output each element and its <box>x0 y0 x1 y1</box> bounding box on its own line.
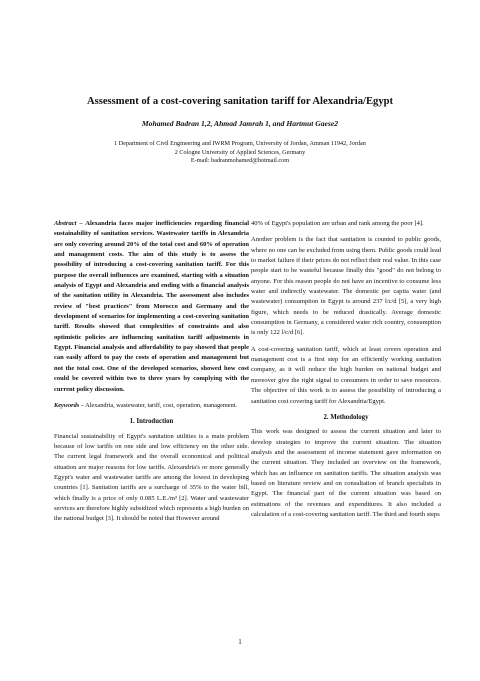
page-number: 1 <box>238 638 242 646</box>
left-column <box>54 219 249 531</box>
body-paragraph-2: Another problem is the fact that sanitation is counted to public goods, where no one can be excluded from using them. Public goods could lead to market failure if their prices do not reflect their real value. In this case people start to be wasteful because finally this "good" do not belong to anyone. For this reason people do not have an incentive to consume less water and indirectly wastewater. The domestic per capita water (and wastewater) consumption in Egypt is around 237 l/c/d [5], a very high figure, which needs to be reduced drastically. Average domestic consumption in Germany, a considered water rich country, consumption is only 122 l/c/d [6]. <box>251 236 441 337</box>
body-paragraph-1: 40% of Egypt's population are urban and rank among the poor [4]. <box>251 220 424 227</box>
methodology-heading: 2. Methodology <box>323 413 369 421</box>
body-paragraph-3: A cost-covering sanitation tariff, which at least covers operation and management cost is a first step for an efficiently working sanitation company, as it will reduce the high burden on national budget and moreover give the right signal to consumers in order to save resources. The objective of this work is to assess the possibility of introducing a sanitation cost covering tariff for Alexandria/Egypt. <box>251 345 441 405</box>
introduction-heading: 1. Introduction <box>129 418 174 426</box>
keywords <box>54 401 249 411</box>
abstract-label: Abstract <box>54 220 77 227</box>
methodology-text: This work was designed to assess the current situation and later to develop strategies to improve the current situation. The situation analysis and the assessment of income statement gave information on the current situation. They included an overview on the framework, which has an influence on sanitation tariffs. The situation analysis was based on literature review and on consultation of branch specialists in Egypt. The financial part of the current situation was based on estimations of the revenues and expenditures. It also included a calculation of a cost-covering sanitation tariff. The third and fourth steps <box>251 428 441 518</box>
affiliation-1: 1 Department of Civil Engineering and IWRM Program, University of Jordan, Amman 11942, Jordan <box>114 140 366 147</box>
affiliations <box>40 140 440 166</box>
abstract-text: – Alexandria faces major inefficiencies regarding financial sustainability of sanitation services. Wastewater tariffs in Alexandria are only covering around 20% of the total cost and 60% of operation and management costs. The aim of this study is to assess the possibility of introducing a cost-covering sanitation tariff. For this purpose the overall influences are examined, starting with a situation analysis of Egypt and Alexandria and ending with a financial analysis of the sanitation utility in Alexandria. The assessment also includes review of "best practices" from Morocco and Germany and the development of scenarios for implementing a cost-covering sanitation tariff. Results showed that complexities of constraints and also optimistic policies are influencing sanitation tariff adjustments in Egypt. Financial analysis and affordability to pay showed that people can easily afford to pay the costs of operation and management but not the total cost. One of the developed scenarios, showed how cost could be covered within two to three years by complying with the current policy discussion. <box>54 220 249 393</box>
paper-title: Assessment of a cost-covering sanitation tariff for Alexandria/Egypt <box>86 96 394 107</box>
introduction-text: Financial sustainability of Egypt's sanitation utilities is a main problem because of low tariffs on one side and low efficiency on the other side. The current legal framework and the overall economical and political situation are major reasons for low tariffs. Alexandria's or more generally Egypt's water and wastewater tariffs are among the lowest in developing countries [1]. Sanitation tariffs are a surcharge of 35% to the water bill, which finally is a price of only 0.085 L.E./m³ [2]. Water and wastewater services are therefore highly subsidized which represents a high burden on the national budget [3]. It should be noted that However around <box>54 432 249 523</box>
affiliation-2: 2 Cologne University of Applied Sciences, Germany <box>174 148 306 156</box>
author-line: Mohamed Badran 1,2, Ahmad Jamrah 1, and Hartmut Gaese2 <box>141 119 339 128</box>
keywords-text: – Alexandria, wastewater, tariff, cost, operation, management. <box>80 401 238 409</box>
right-column <box>251 219 441 526</box>
keywords-label: Keywords <box>54 401 80 409</box>
contact-email: E-mail: badranmohamed@hotmail.com <box>190 157 290 165</box>
abstract <box>54 219 249 395</box>
